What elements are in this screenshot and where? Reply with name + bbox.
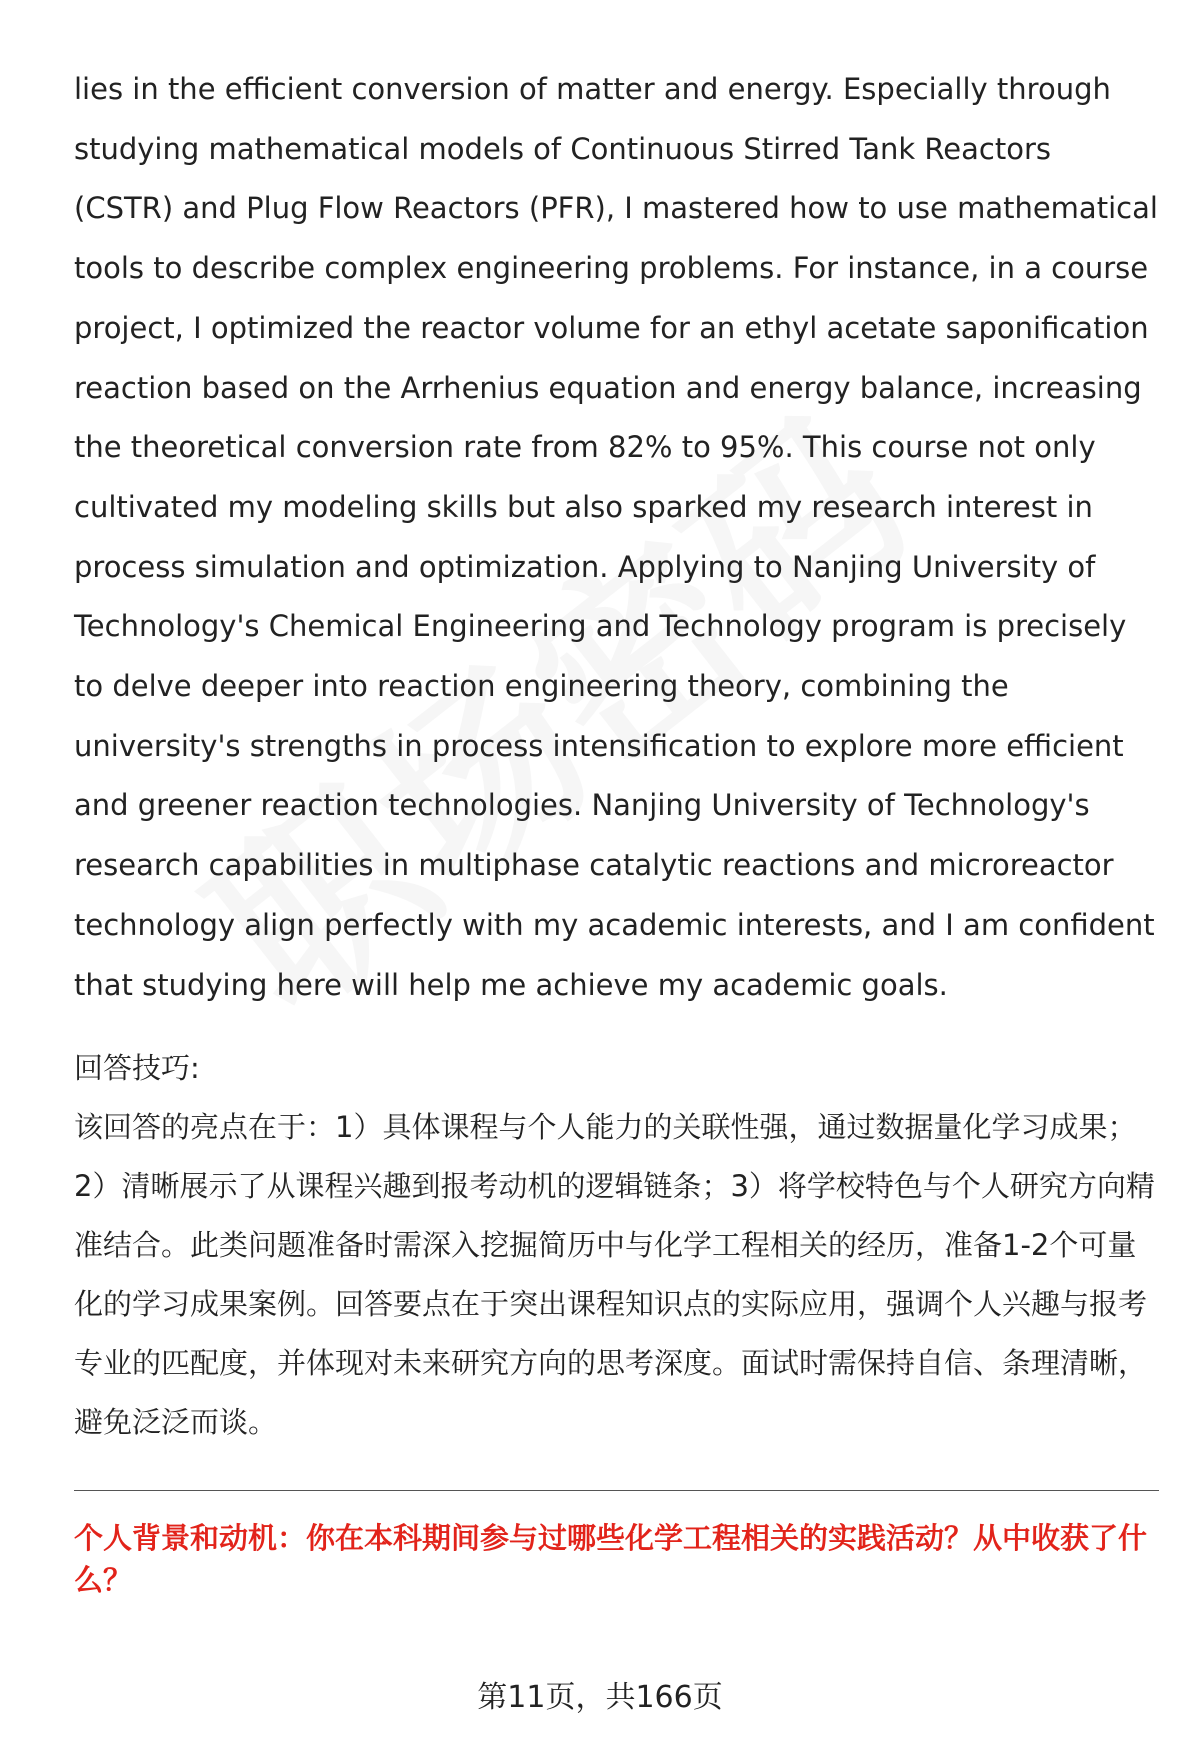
answer-paragraph: lies in the efficient conversion of matter and energy. Especially through studying mathematical models of Continuous Stirred Tank Reactors (CSTR) and Plug Flow Reactors (PFR), I mastered how to use mathematical tools to describe complex engineering problems. For instance, in a course project, I optimized the reactor volume for an ethyl acetate saponification reaction based on the Arrhenius equation and energy balance, increasing the theoretical conversion rate from 82% to 95%. This course not only cultivated my modeling skills but also sparked my research interest in process simulation and optimization. Applying to Nanjing University of Technology's Chemical Engineering and Technology program is precisely to delve deeper into reaction engineering theory, combining the university's strengths in process intensification to explore more efficient and greener reaction technologies. Nanjing University of Technology's research capabilities in multiphase catalytic reactions and microreactor technology align perfectly with my academic interests, and I am confident that studying here will help me achieve my academic goals. xyxy=(74,72,1158,1002)
tips-heading: 回答技巧: xyxy=(74,1051,200,1086)
page-number-footer: 第11页，共166页 xyxy=(477,1680,723,1715)
page-content xyxy=(74,60,1159,1601)
tips-paragraph: 该回答的亮点在于：1）具体课程与个人能力的关联性强，通过数据量化学习成果；2）清晰展示了从课程兴趣到报考动机的逻辑链条；3）将学校特色与个人研究方向精准结合。此类问题准备时需深入挖掘简历中与化学工程相关的经历，准备1-2个可量化的学习成果案例。回答要点在于突出课程知识点的实际应用，强调个人兴趣与报考专业的匹配度，并体现对未来研究方向的思考深度。面试时需保持自信、条理清晰，避免泛泛而谈。 xyxy=(74,1110,1155,1440)
next-question-heading: 个人背景和动机：你在本科期间参与过哪些化学工程相关的实践活动？从中收获了什么？ xyxy=(74,1521,1148,1598)
section-divider xyxy=(74,1490,1159,1491)
